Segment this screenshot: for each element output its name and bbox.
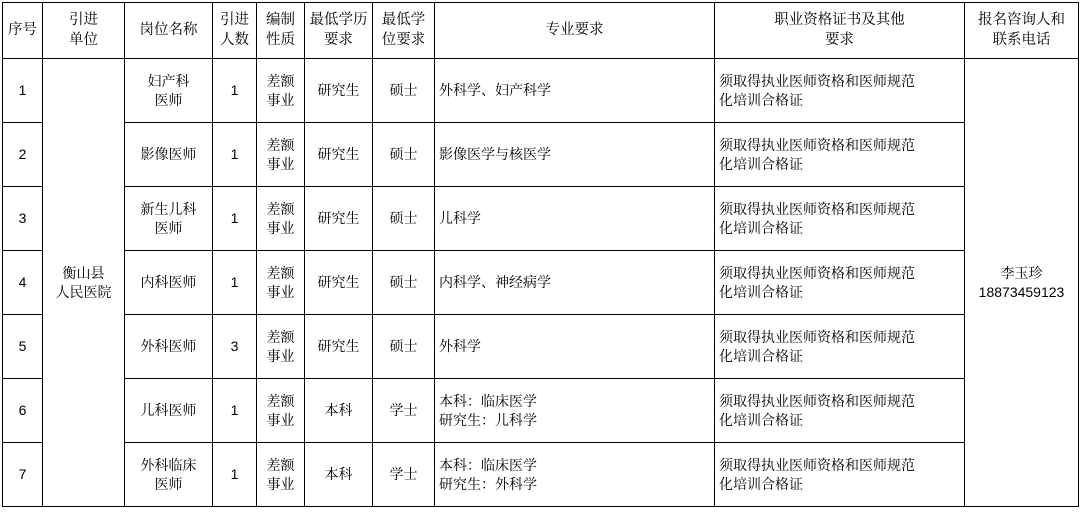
cell-education: 研究生: [305, 187, 373, 251]
header-nature: [257, 3, 305, 59]
cell-nature: [257, 187, 305, 251]
cell-nature-line2: 事业: [266, 219, 295, 236]
cell-degree: 硕士: [373, 251, 435, 315]
header-post: [125, 3, 213, 59]
cell-certificate-line1: 须取得执业医师资格和医师规范: [719, 264, 915, 281]
cell-post-line2: 医师: [154, 91, 183, 108]
cell-nature-line1: 差额: [266, 328, 295, 345]
cell-major: [435, 443, 715, 507]
cell-major-line2: 研究生：儿科学: [439, 411, 537, 428]
cell-major: [435, 123, 715, 187]
header-certificate-line1: 职业资格证书及其他: [774, 11, 905, 28]
cell-post-line1: 妇产科: [147, 72, 190, 89]
cell-certificate-line1: 须取得执业医师资格和医师规范: [719, 328, 915, 345]
recruitment-table-page: [0, 2, 1080, 523]
cell-number: 1: [213, 59, 257, 123]
cell-nature-line1: 差额: [266, 200, 295, 217]
cell-certificate-line2: 化培训合格证: [719, 411, 803, 428]
header-unit: [43, 3, 125, 59]
header-post-label: 岗位名称: [139, 21, 198, 38]
header-certificate: [715, 3, 965, 59]
header-degree-line2: 位要求: [381, 31, 426, 48]
header-major: [435, 3, 715, 59]
header-row: [3, 3, 1079, 59]
cell-post: [125, 187, 213, 251]
cell-nature-line2: 事业: [266, 155, 295, 172]
header-number: [213, 3, 257, 59]
cell-certificate-line1: 须取得执业医师资格和医师规范: [719, 456, 915, 473]
cell-seq: 1: [3, 59, 43, 123]
cell-contact-phone: 18873459123: [978, 283, 1065, 300]
cell-major-line1: 内科学、神经病学: [439, 274, 551, 291]
cell-post-line1: 内科医师: [140, 274, 197, 291]
cell-nature: [257, 315, 305, 379]
cell-certificate-line2: 化培训合格证: [719, 347, 803, 364]
cell-certificate: [715, 123, 965, 187]
cell-nature-line2: 事业: [266, 283, 295, 300]
cell-degree: 硕士: [373, 187, 435, 251]
cell-certificate: [715, 379, 965, 443]
cell-number: 1: [213, 187, 257, 251]
cell-number: 1: [213, 443, 257, 507]
cell-nature-line2: 事业: [266, 475, 295, 492]
cell-education: 本科: [305, 379, 373, 443]
cell-nature-line2: 事业: [266, 347, 295, 364]
cell-seq: 3: [3, 187, 43, 251]
cell-certificate: [715, 59, 965, 123]
cell-number: 1: [213, 379, 257, 443]
cell-nature: [257, 251, 305, 315]
table-row: [3, 59, 1079, 123]
header-education: [305, 3, 373, 59]
cell-education: 本科: [305, 443, 373, 507]
cell-post: [125, 379, 213, 443]
cell-nature: [257, 59, 305, 123]
cell-nature-line1: 差额: [266, 136, 295, 153]
cell-major-line1: 外科学: [439, 338, 481, 355]
cell-major-line2: 研究生：外科学: [439, 475, 537, 492]
cell-nature: [257, 379, 305, 443]
cell-post-line2: 医师: [154, 219, 183, 236]
header-major-label: 专业要求: [545, 21, 604, 38]
cell-post-line1: 影像医师: [140, 146, 197, 163]
header-degree-line1: 最低学: [381, 11, 426, 28]
cell-major: [435, 187, 715, 251]
header-contact-line2: 联系电话: [992, 31, 1051, 48]
table-row: [3, 443, 1079, 507]
cell-seq: 7: [3, 443, 43, 507]
cell-education: 研究生: [305, 123, 373, 187]
cell-seq: 4: [3, 251, 43, 315]
table-row: [3, 315, 1079, 379]
cell-certificate-line1: 须取得执业医师资格和医师规范: [719, 72, 915, 89]
cell-degree: 硕士: [373, 123, 435, 187]
cell-unit-line2: 人民医院: [55, 283, 112, 300]
cell-contact: [965, 59, 1079, 507]
cell-education: 研究生: [305, 59, 373, 123]
cell-certificate-line2: 化培训合格证: [719, 475, 803, 492]
cell-certificate-line1: 须取得执业医师资格和医师规范: [719, 136, 915, 153]
cell-major-line1: 儿科学: [439, 210, 481, 227]
header-unit-line2: 单位: [69, 31, 98, 48]
header-number-line1: 引进: [220, 11, 249, 28]
table-header: [3, 3, 1079, 59]
cell-major: [435, 315, 715, 379]
header-degree: [373, 3, 435, 59]
cell-certificate: [715, 315, 965, 379]
cell-certificate-line1: 须取得执业医师资格和医师规范: [719, 200, 915, 217]
cell-post: [125, 443, 213, 507]
cell-nature-line1: 差额: [266, 264, 295, 281]
header-unit-line1: 引进: [69, 11, 98, 28]
cell-education: 研究生: [305, 315, 373, 379]
recruitment-table: [2, 2, 1079, 507]
cell-contact-name: 李玉珍: [1000, 264, 1043, 281]
header-nature-line2: 性质: [266, 31, 295, 48]
header-certificate-line2: 要求: [825, 31, 854, 48]
cell-major: [435, 379, 715, 443]
cell-unit-line1: 衡山县: [62, 264, 105, 281]
cell-nature-line1: 差额: [266, 392, 295, 409]
cell-certificate: [715, 251, 965, 315]
cell-post-line1: 外科医师: [140, 338, 197, 355]
cell-post: [125, 315, 213, 379]
table-row: [3, 187, 1079, 251]
cell-certificate-line1: 须取得执业医师资格和医师规范: [719, 392, 915, 409]
cell-seq: 2: [3, 123, 43, 187]
table-body: [3, 59, 1079, 507]
cell-certificate-line2: 化培训合格证: [719, 91, 803, 108]
header-contact-line1: 报名咨询人和: [978, 11, 1065, 28]
cell-number: 1: [213, 123, 257, 187]
cell-unit: [43, 59, 125, 507]
header-seq-label: 序号: [8, 21, 37, 38]
cell-number: 1: [213, 251, 257, 315]
cell-post: [125, 123, 213, 187]
cell-degree: 学士: [373, 443, 435, 507]
cell-major-line1: 本科：临床医学: [439, 392, 537, 409]
cell-seq: 5: [3, 315, 43, 379]
cell-post-line1: 儿科医师: [140, 402, 197, 419]
header-nature-line1: 编制: [266, 11, 295, 28]
cell-nature: [257, 443, 305, 507]
cell-post-line2: 医师: [154, 475, 183, 492]
cell-degree: 学士: [373, 379, 435, 443]
cell-post-line1: 新生儿科: [140, 200, 197, 217]
cell-major-line1: 影像医学与核医学: [439, 146, 551, 163]
cell-post: [125, 251, 213, 315]
table-row: [3, 251, 1079, 315]
cell-certificate-line2: 化培训合格证: [719, 219, 803, 236]
cell-certificate-line2: 化培训合格证: [719, 283, 803, 300]
cell-certificate: [715, 187, 965, 251]
header-number-line2: 人数: [220, 31, 249, 48]
cell-certificate: [715, 443, 965, 507]
cell-nature-line1: 差额: [266, 72, 295, 89]
cell-post-line1: 外科临床: [140, 456, 197, 473]
header-education-line2: 要求: [324, 31, 353, 48]
cell-seq: 6: [3, 379, 43, 443]
cell-major-line1: 外科学、妇产科学: [439, 82, 551, 99]
header-seq: [3, 3, 43, 59]
cell-major: [435, 251, 715, 315]
cell-degree: 硕士: [373, 59, 435, 123]
header-education-line1: 最低学历: [309, 11, 368, 28]
header-contact: [965, 3, 1079, 59]
cell-major-line1: 本科：临床医学: [439, 456, 537, 473]
cell-major: [435, 59, 715, 123]
cell-degree: 硕士: [373, 315, 435, 379]
cell-nature-line2: 事业: [266, 411, 295, 428]
cell-nature-line1: 差额: [266, 456, 295, 473]
table-row: [3, 379, 1079, 443]
table-row: [3, 123, 1079, 187]
cell-number: 3: [213, 315, 257, 379]
cell-certificate-line2: 化培训合格证: [719, 155, 803, 172]
cell-post: [125, 59, 213, 123]
cell-nature-line2: 事业: [266, 91, 295, 108]
cell-nature: [257, 123, 305, 187]
cell-education: 研究生: [305, 251, 373, 315]
